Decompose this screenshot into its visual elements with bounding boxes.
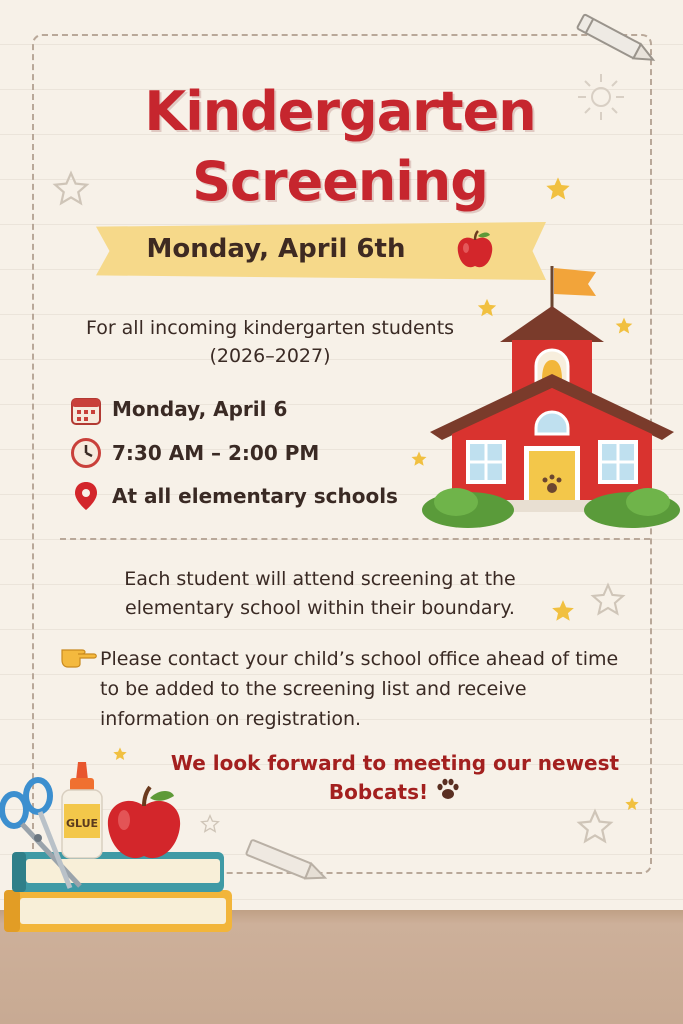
detail-time: 7:30 AM – 2:00 PM — [112, 441, 320, 465]
section-divider — [60, 538, 650, 540]
calendar-icon — [70, 394, 102, 426]
pencil-illustration — [566, 10, 666, 70]
closing-text: We look forward to meeting our newest Bobcats! — [170, 751, 620, 804]
location-pin-icon — [72, 480, 100, 512]
detail-date: Monday, April 6 — [112, 397, 288, 421]
star-icon — [590, 582, 626, 618]
glue-bottle-illustration — [58, 760, 106, 860]
clock-icon — [70, 437, 102, 469]
closing-message — [150, 749, 640, 807]
schoolhouse-illustration — [420, 262, 682, 532]
paw-icon — [435, 778, 461, 802]
pointing-hand-icon — [60, 642, 98, 668]
intro-text: For all incoming kindergarten students (2026–2027) — [85, 317, 455, 367]
title-line-2: Screening — [192, 150, 488, 213]
star-icon — [576, 808, 614, 846]
apple-icon — [102, 784, 186, 866]
contact-paragraph: Please contact your child’s school office ahead of time to be added to the screening list and receive information on registration. — [100, 648, 619, 730]
glue-label: GLUE — [65, 817, 99, 830]
pencil-illustration — [236, 834, 336, 890]
star-icon — [112, 746, 128, 762]
boundary-paragraph: Each student will attend screening at the elementary school within their boundary. — [124, 568, 516, 619]
star-icon — [200, 814, 220, 834]
detail-location: At all elementary schools — [112, 484, 398, 508]
banner-date: Monday, April 6th — [146, 234, 406, 264]
title-line-1: Kindergarten — [144, 80, 536, 143]
